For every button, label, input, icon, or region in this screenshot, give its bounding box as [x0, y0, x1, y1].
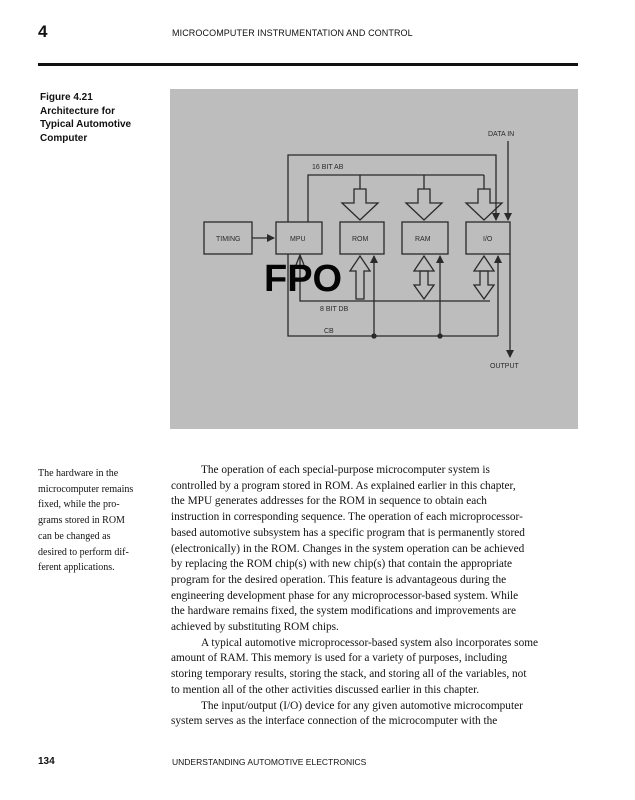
body-line: the hardware remains fixed, the system modifications and improvements are — [171, 605, 517, 618]
body-line: to mention all of the other activities discussed earlier in this chapter. — [171, 683, 480, 696]
header-rule — [38, 63, 578, 66]
output-label: OUTPUT — [490, 363, 519, 370]
body-line: program for the desired operation. This feature is advantageous during the — [171, 573, 507, 586]
architecture-diagram — [170, 89, 578, 429]
io-data-arrow-up — [474, 256, 494, 271]
margin-note-line: ferent applications. — [38, 562, 115, 574]
figure-caption-line: Typical Automotive — [40, 119, 132, 130]
data-in-label: DATA IN — [488, 131, 515, 138]
ram-address-arrow — [406, 189, 442, 220]
rom-data-arrow — [350, 256, 370, 299]
margin-note-line: microcomputer remains — [38, 483, 134, 495]
chapter-number: 4 — [38, 22, 48, 41]
body-line: engineering development phase for any microprocessor-based system. While — [171, 589, 519, 602]
body-line: instruction in corresponding sequence. The operation of each microprocessor- — [171, 511, 523, 524]
io-label: I/O — [483, 236, 493, 243]
body-line: based automotive subsystem has a specific program that is permanently stored — [171, 526, 525, 539]
margin-note-line: fixed, while the pro- — [38, 499, 120, 511]
body-line: storing temporary results, storing the stack, and storing all of the variables, not — [171, 668, 527, 681]
fpo-mark: FPO — [264, 258, 343, 300]
figure-caption — [40, 91, 158, 145]
figure-caption-line: Figure 4.21 — [40, 92, 93, 103]
figure-caption-line: Computer — [40, 132, 88, 144]
io-data-arrow-down — [474, 271, 494, 299]
running-head: MICROCOMPUTER INSTRUMENTATION AND CONTROL — [172, 28, 413, 38]
margin-note — [38, 466, 158, 576]
body-line: amount of RAM. This memory is used for a variety of purposes, including — [171, 652, 508, 665]
ram-label: RAM — [415, 236, 431, 243]
body-line: A typical automotive microprocessor-based system also incorporates some — [201, 636, 539, 649]
diagram-svg — [170, 89, 578, 429]
junction-dot — [372, 334, 376, 338]
body-line: (electronically) in the ROM. Changes in the system operation can be achieved — [171, 542, 525, 555]
body-line: system serves as the interface connection of the microcomputer with the — [171, 715, 498, 728]
control-bus-label: CB — [324, 328, 334, 335]
mpu-label: MPU — [290, 236, 306, 243]
timing-label: TIMING — [216, 236, 241, 243]
body-line: controlled by a program stored in ROM. As explained earlier in this chapter, — [171, 479, 516, 492]
body-line: achieved by substituting ROM chips. — [171, 621, 339, 634]
ram-data-arrow-up — [414, 256, 434, 271]
figure-caption-line: Architecture for — [40, 105, 116, 117]
junction-dot — [438, 334, 442, 338]
book-title: UNDERSTANDING AUTOMOTIVE ELECTRONICS — [172, 757, 367, 767]
page-number: 134 — [38, 756, 55, 767]
rom-label: ROM — [352, 236, 369, 243]
body-text — [171, 463, 581, 730]
margin-note-line: The hardware in the — [38, 468, 119, 479]
ram-data-arrow-down — [414, 271, 434, 299]
body-line: by replacing the ROM chip(s) with new chip(s) that contain the appropriate — [171, 558, 513, 571]
margin-note-line: desired to perform dif- — [38, 546, 129, 558]
data-bus-label: 8 BIT DB — [320, 306, 349, 313]
address-bus-label: 16 BIT AB — [312, 164, 344, 171]
address-bus-inner — [308, 175, 360, 222]
margin-note-line: can be changed as — [38, 530, 111, 542]
body-line: The input/output (I/O) device for any given automotive microcomputer — [201, 699, 523, 712]
margin-note-line: grams stored in ROM — [38, 515, 125, 527]
rom-address-arrow — [342, 189, 378, 220]
body-line: The operation of each special-purpose microcomputer system is — [201, 464, 490, 476]
body-line: the MPU generates addresses for the ROM in sequence to obtain each — [171, 495, 487, 508]
